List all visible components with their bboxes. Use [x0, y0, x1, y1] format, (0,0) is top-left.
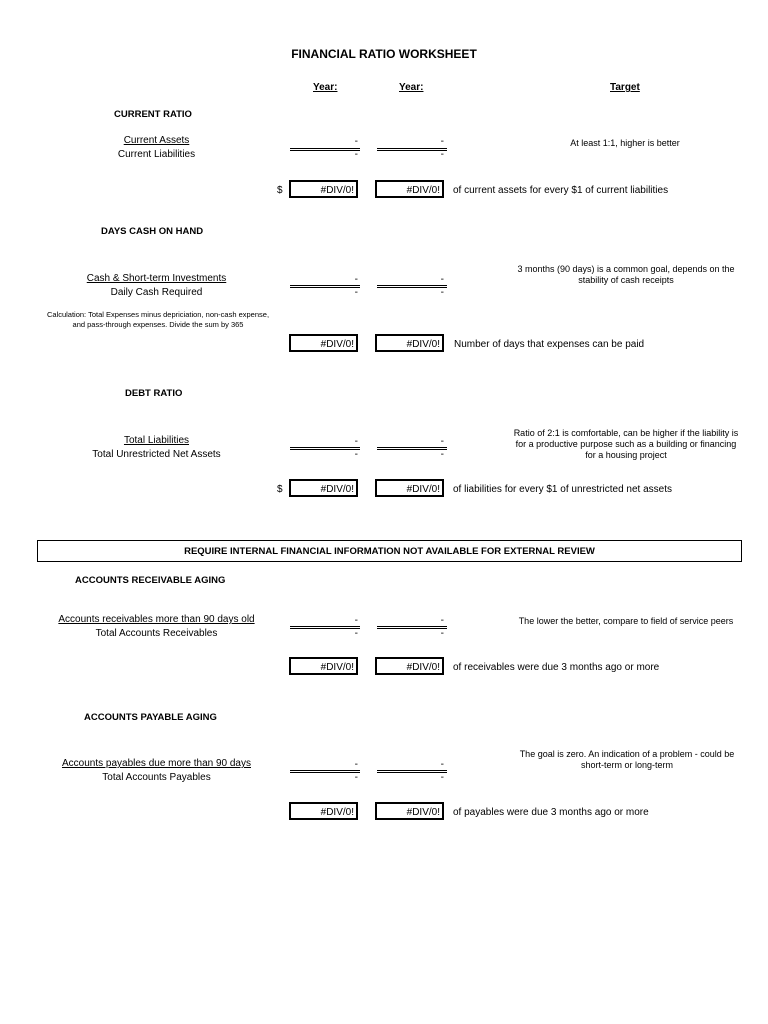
ar-aging-denominator: Total Accounts Receivables: [95, 628, 218, 639]
days-cash-y2-result: #DIV/0!: [375, 334, 444, 352]
days-cash-y1-den: -: [354, 287, 358, 298]
debt-ratio-y2-den: -: [440, 449, 444, 460]
current-ratio-dollar: $: [277, 185, 283, 196]
debt-ratio-dollar: $: [277, 484, 283, 495]
ap-aging-target: The goal is zero. An indication of a problem - could be short-term or long-term: [519, 749, 735, 770]
ar-aging-y1-result: #DIV/0!: [289, 657, 358, 675]
ar-aging-y2-den: -: [440, 628, 444, 639]
ap-aging-numerator: Accounts payables due more than 90 days: [61, 758, 251, 769]
ap-aging-denominator: Total Accounts Payables: [102, 772, 211, 783]
days-cash-calculation: Calculation: Total Expenses minus depriciation, non-cash expense, and pass-through expenses. Divide the sum by 365: [46, 310, 270, 329]
days-cash-denominator: Daily Cash Required: [110, 287, 203, 298]
current-ratio-denominator: Current Liabilities: [117, 149, 196, 160]
current-ratio-result-desc: of current assets for every $1 of current liabilities: [453, 185, 669, 196]
debt-ratio-y1-den: -: [354, 449, 358, 460]
ap-aging-y2-result: #DIV/0!: [375, 802, 444, 820]
ap-aging-y1-den: -: [354, 772, 358, 783]
ar-aging-target: The lower the better, compare to field of service peers: [518, 616, 734, 626]
days-cash-y2-den: -: [440, 287, 444, 298]
debt-ratio-y1-result: #DIV/0!: [289, 479, 358, 497]
year2-header: Year:: [399, 82, 424, 93]
ar-aging-y1-num: -: [354, 615, 358, 626]
days-cash-y1-num: -: [354, 274, 358, 285]
ar-aging-y2-result: #DIV/0!: [375, 657, 444, 675]
debt-ratio-target: Ratio of 2:1 is comfortable, can be higher if the liability is for a productive purpose such as a building or financing for a housing project: [513, 428, 739, 460]
ar-aging-heading: ACCOUNTS RECEIVABLE AGING: [75, 575, 226, 586]
days-cash-numerator: Cash & Short-term Investments: [86, 273, 227, 284]
current-ratio-y1-num: -: [354, 136, 358, 147]
days-cash-result-desc: Number of days that expenses can be paid: [454, 339, 645, 350]
ap-aging-heading: ACCOUNTS PAYABLE AGING: [84, 712, 217, 723]
ap-aging-y2-den: -: [440, 772, 444, 783]
current-ratio-numerator: Current Assets: [123, 135, 190, 146]
ap-aging-result-desc: of payables were due 3 months ago or more: [453, 807, 649, 818]
internal-info-banner: REQUIRE INTERNAL FINANCIAL INFORMATION NOT AVAILABLE FOR EXTERNAL REVIEW: [37, 540, 742, 562]
ap-aging-y1-result: #DIV/0!: [289, 802, 358, 820]
debt-ratio-numerator: Total Liabilities: [123, 435, 190, 446]
ar-aging-y1-den: -: [354, 628, 358, 639]
current-ratio-y1-den: -: [354, 149, 358, 160]
debt-ratio-result-desc: of liabilities for every $1 of unrestricted net assets: [453, 484, 672, 495]
ap-aging-y1-num: -: [354, 759, 358, 770]
debt-ratio-y1-num: -: [354, 436, 358, 447]
current-ratio-y2-result: #DIV/0!: [375, 180, 444, 198]
year1-header: Year:: [313, 82, 338, 93]
current-ratio-y2-den: -: [440, 149, 444, 160]
current-ratio-target: At least 1:1, higher is better: [570, 138, 680, 148]
current-ratio-y2-num: -: [440, 136, 444, 147]
days-cash-target: 3 months (90 days) is a common goal, depends on the stability of cash receipts: [517, 264, 735, 285]
debt-ratio-y2-result: #DIV/0!: [375, 479, 444, 497]
debt-ratio-denominator: Total Unrestricted Net Assets: [92, 449, 221, 460]
ar-aging-numerator: Accounts receivables more than 90 days old: [58, 614, 255, 625]
debt-ratio-heading: DEBT RATIO: [125, 388, 183, 399]
debt-ratio-y2-num: -: [440, 436, 444, 447]
ap-aging-y2-num: -: [440, 759, 444, 770]
ar-aging-result-desc: of receivables were due 3 months ago or more: [453, 662, 660, 673]
days-cash-y1-result: #DIV/0!: [289, 334, 358, 352]
days-cash-y2-num: -: [440, 274, 444, 285]
days-cash-heading: DAYS CASH ON HAND: [101, 226, 204, 237]
ar-aging-y2-num: -: [440, 615, 444, 626]
page-title: FINANCIAL RATIO WORKSHEET: [291, 47, 477, 61]
target-header: Target: [610, 82, 640, 93]
current-ratio-y1-result: #DIV/0!: [289, 180, 358, 198]
current-ratio-heading: CURRENT RATIO: [114, 109, 192, 120]
